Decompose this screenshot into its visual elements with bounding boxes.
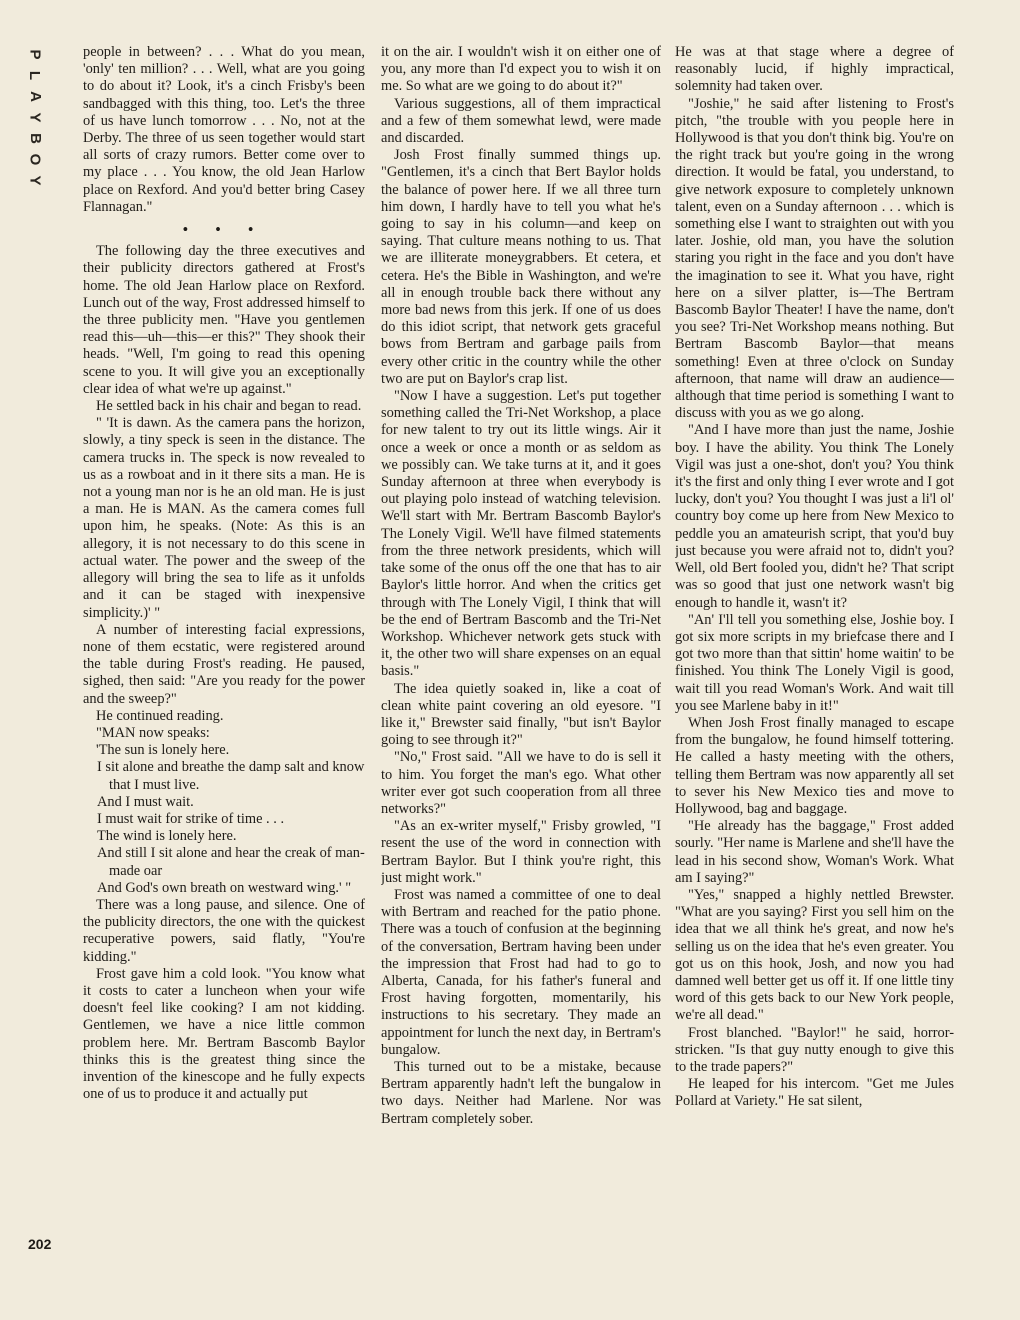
paragraph: This turned out to be a mistake, because Bertram apparently hadn't left the bungalow in two days. Neither had Marlene. Nor was Bertram completely sober. [381,1058,661,1127]
text-column-1 [83,44,365,1260]
text-column-2 [381,44,661,1260]
paragraph: I sit alone and breathe the damp salt and know that I must live. [97,759,365,793]
masthead-letter: P [26,49,44,60]
text-column-3 [675,44,954,1260]
paragraph: I must wait for strike of time . . . [97,810,285,827]
paragraph: Various suggestions, all of them impractical and a few of them somewhat lewd, were made and discarded. [381,95,661,147]
paragraph: The wind is lonely here. [97,828,237,845]
paragraph: He leaped for his intercom. "Get me Jules Pollard at Variety." He sat silent, [675,1076,954,1110]
paragraph: "As an ex-writer myself," Frisby growled, "I resent the use of the word in connection with Bertram Baylor. But I think you're right, this just might work." [381,818,661,886]
paragraph: Josh Frost finally summed things up. "Gentlemen, it's a cinch that Bert Baylor holds the balance of power here. If we all three turn him down, I hardly have to tell you what he's going to say in his column—and keep on saying. That culture means nothing to us. That we are illiterate moneygrabbers. Et cetera, et cetera. He's the Bible in Washington, and we're all in enough trouble back there without any more bad news from this jerk. If one of us does do this idiot script, that network gets graceful bows from Bertram and garbage pails from every other critic in the country while the other two are put on Baylor's crap list. [381,147,661,387]
paragraph: " 'It is dawn. As the camera pans the horizon, slowly, a tiny speck is seen in the distance. The camera trucks in. The speck is now revealed to us as a rowboat and in it there sits a man. He is not a young man nor is he an old man. He is just a man. He is MAN. As the camera comes full upon him, he speaks. (Note: As this is an allegory, it is not necessary to do this scene in actual water. The power and the sweep of the allegory will bring the sea to life as it unfolds and it can be staged with inexpensive simplicity.)' " [83,415,365,621]
section-break: • • • [182,222,266,239]
paragraph: He was at that stage where a degree of reasonably lucid, if highly impractical, solemnity had taken over. [675,44,954,95]
masthead-letter: Y [26,112,44,123]
paragraph: When Josh Frost finally managed to escape from the bungalow, he found himself tottering. He called a hasty meeting with the others, telling them Bertram was now apparently all set to sever his New Mexico ties and move to Hollywood, bag and baggage. [675,714,954,817]
masthead-letter: A [26,91,44,102]
paragraph: Frost was named a committee of one to deal with Bertram and reached for the patio phone. There was a touch of confusion at the beginning of the conversation, Bertram having been under the impression that Frost had had to go to Alberta, Canada, for his father's funeral and Frost having forgotten, momentarily, his instructions to his secretary. They made an appointment for lunch the next day, in Bertram's bungalow. [381,886,661,1058]
paragraph: Frost gave him a cold look. "You know what it costs to cater a luncheon when your wife doesn't feel like cooking? I am not kidding. Gentlemen, we have a nice little common problem here. Mr. Bertram Bascomb Baylor thinks this is the greatest thing since the invention of the kinescope and he fully expects one of us to produce it and actually put [83,965,365,1103]
paragraph: "He already has the baggage," Frost added sourly. "Her name is Marlene and she'll have the lead in his second show, Woman's Work. What am I saying?" [675,818,954,886]
paragraph: The idea quietly soaked in, like a coat of clean white paint covering an old eyesore. "I like it," Brewster said finally, "but isn't Baylor going to see through it?" [381,680,661,749]
paragraph: "Now I have a suggestion. Let's put together something called the Tri-Net Workshop, a place for new talent to try out its little wings. Air it once a week or once a month or as seldom as we possibly can. We take turns at it, and it goes Sunday afternoon at three when everybody is out playing polo instead of watching television. We'll start with Mr. Bertram Bascomb Baylor's The Lonely Vigil. We'll have filmed statements from the three network presidents, which will take some of the onus off the one that has to air Baylor's little horror. And when the critics get through with The Lonely Vigil, I think that will be the end of Bertram Bascomb and the Tri-Net Workshop. Whichever network gets stuck with it, the other two will share expenses on an equal basis." [381,388,661,680]
paragraph: And still I sit alone and hear the creak of man-made oar [97,845,365,879]
paragraph: He settled back in his chair and began to read. [96,398,362,415]
paragraph: The following day the three executives and their publicity directors gathered at Frost's home. The old Jean Harlow place on Rexford. Lunch out of the way, Frost addressed himself to the three publicity men. "Have you gentlemen read this—uh—this—er this?" They shook their heads. "Well, I'm going to read this opening scene to you. It will give you an exceptionally clear idea of what we're up against." [83,243,365,397]
masthead-letter: Y [26,175,44,186]
masthead-letter: O [26,153,44,166]
paragraph: "No," Frost said. "All we have to do is sell it to him. You forget the man's ego. What other writer ever got such cooperation from all three networks?" [381,749,661,817]
masthead-letter: L [26,70,44,81]
paragraph: And God's own breath on westward wing.' " [97,879,352,896]
paragraph: "MAN now speaks: [96,724,210,741]
paragraph: "An' I'll tell you something else, Joshie boy. I got six more scripts in my briefcase there and I got two more than that sittin' home waitin' to be finished. You think The Lonely Vigil is good, wait till you read Woman's Work. And wait till you see Marlene baby in it!" [675,611,954,714]
paragraph: 'The sun is lonely here. [96,742,230,759]
paragraph: A number of interesting facial expressions, none of them ecstatic, were registered around the table during Frost's reading. He paused, sighed, then said: "Are you ready for the power and the sweep?" [83,621,365,707]
paragraph: "Joshie," he said after listening to Frost's pitch, "the trouble with you people here in Hollywood is that you don't think big. You're on the right track but you're going in the wrong direction. It would be fatal, you understand, to give network exposure to completely unknown talent, even on a Sunday afternoon . . . which is something else I want to straighten out with you later. Joshie, old man, you have the solution staring you right in the face and you don't have the imagination to see it. What you have, right here on a silver platter, is—The Bertram Bascomb Baylor Theater! I have the name, don't you see? Tri-Net Workshop means nothing. But Bertram Bascomb Baylor—that means something! Even at three o'clock on Sunday afternoon, that name will draw an audience—although that time period is something I want to discuss with you as we go along. [675,95,954,422]
paragraph: people in between? . . . What do you mean, 'only' ten million? . . . Well, what are you going to do about it? Look, it's a cinch Frisby's been sandbagged with this thing, too. Let's the three of us have lunch tomorrow . . . No, not at the Derby. The three of us seen together would start all sorts of crazy rumors. Better come over to my place . . . You know, the old Jean Harlow place on Rexford. And you'd better bring Casey Flannagan." [83,44,365,215]
paragraph: "Yes," snapped a highly nettled Brewster. "What are you saying? First you sell him on the idea that we all think he's great, and now he's selling us on the idea that he's even greater. You got us on this hook, Josh, and now you had damned well better get us off it. If one little tiny word of this gets back to our New York people, we're all dead." [675,886,954,1024]
paragraph: He continued reading. [96,707,224,724]
masthead-letter: B [26,133,44,144]
paragraph: it on the air. I wouldn't wish it on either one of you, any more than I'd expect you to wish it on me. So what are we going to do about it?" [381,44,661,95]
paragraph: And I must wait. [97,793,194,810]
paragraph: There was a long pause, and silence. One of the publicity directors, the one with the quickest recuperative powers, said flatly, "You're kidding." [83,896,365,965]
page-number: 202 [28,1236,52,1252]
magazine-masthead [27,44,43,191]
paragraph: Frost blanched. "Baylor!" he said, horror-stricken. "Is that guy nutty enough to give this to the trade papers?" [675,1024,954,1075]
paragraph: "And I have more than just the name, Joshie boy. I have the ability. You think The Lonely Vigil was just a one-shot, don't you? You think it's the first and only thing I ever wrote and I got lucky, don't you? You thought I was just a li'l ol' country boy come up here from New Mexico to peddle you an amateurish script, that you'd buy just because you were afraid not to, didn't you? Well, old Bert fooled you, didn't he? That script was so good that just one network wasn't big enough to handle it, wasn't it? [675,422,954,611]
